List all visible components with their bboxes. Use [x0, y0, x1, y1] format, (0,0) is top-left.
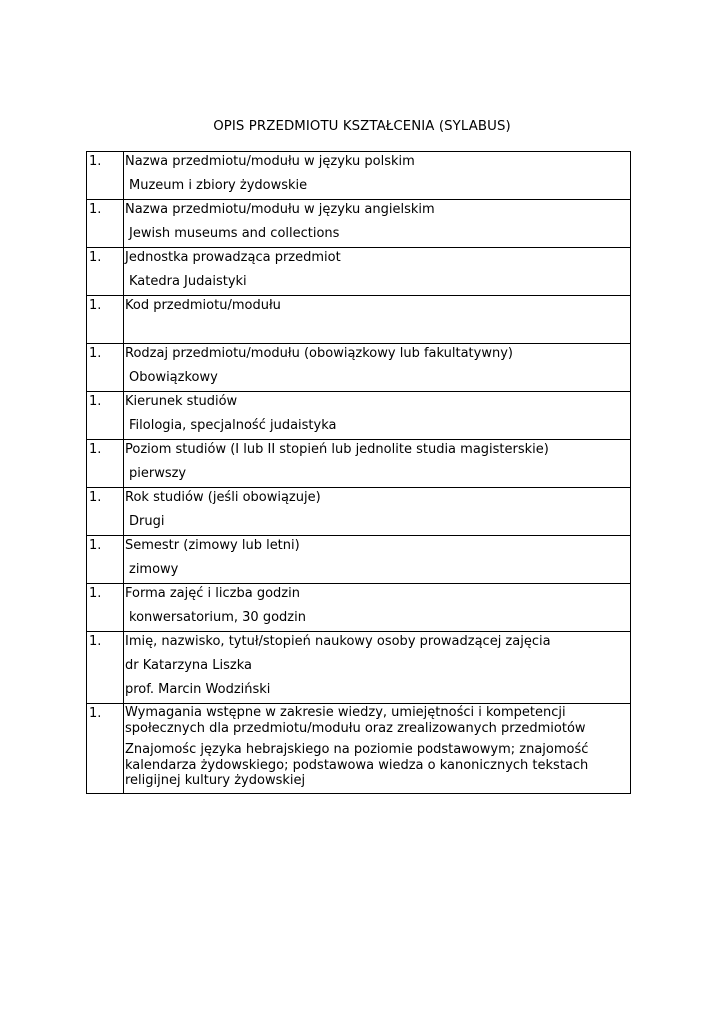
field-label: Nazwa przedmiotu/modułu w języku polskim: [125, 154, 415, 169]
row-content: [124, 296, 631, 344]
row-number: 1.: [87, 392, 124, 440]
row-content: [124, 200, 631, 248]
field-label: Semestr (zimowy lub letni): [125, 538, 300, 553]
field-value: Katedra Judaistyki: [129, 274, 247, 289]
field-value: Znajomośc języka hebrajskiego na poziomie podstawowym; znajomość kalendarza żydowskiego; podstawowa wiedza o kanonicznych tekstach religijnej kultury żydowskiej: [125, 742, 589, 788]
field-value: Muzeum i zbiory żydowskie: [129, 178, 308, 193]
table-row: [87, 200, 631, 248]
row-content: [124, 392, 631, 440]
instructor-name: dr Katarzyna Liszka: [125, 658, 252, 673]
row-number: 1.: [87, 704, 124, 794]
field-value: Drugi: [129, 514, 165, 529]
field-label: Forma zajęć i liczba godzin: [125, 586, 300, 601]
table-row: [87, 152, 631, 200]
field-value: konwersatorium, 30 godzin: [129, 610, 306, 625]
instructor-name: prof. Marcin Wodziński: [125, 682, 271, 697]
table-row: [87, 296, 631, 344]
field-label: Rodzaj przedmiotu/modułu (obowiązkowy lub fakultatywny): [125, 346, 513, 361]
row-number: 1.: [87, 200, 124, 248]
field-label: Jednostka prowadząca przedmiot: [125, 250, 341, 265]
field-value: pierwszy: [129, 466, 187, 481]
table-row: [87, 488, 631, 536]
row-number: 1.: [87, 296, 124, 344]
field-value: zimowy: [129, 562, 179, 577]
row-content: [124, 536, 631, 584]
row-number: 1.: [87, 440, 124, 488]
table-row: [87, 632, 631, 704]
table-row: [87, 392, 631, 440]
field-value: Filologia, specjalność judaistyka: [129, 418, 337, 433]
table-row: [87, 704, 631, 794]
field-value: Jewish museums and collections: [129, 226, 340, 241]
field-label: Imię, nazwisko, tytuł/stopień naukowy osoby prowadzącej zajęcia: [125, 634, 551, 649]
row-number: 1.: [87, 248, 124, 296]
field-label: Poziom studiów (I lub II stopień lub jednolite studia magisterskie): [125, 442, 549, 457]
table-row: [87, 536, 631, 584]
table-row: [87, 344, 631, 392]
table-row: [87, 584, 631, 632]
row-number: 1.: [87, 632, 124, 704]
row-number: 1.: [87, 584, 124, 632]
row-content: [124, 584, 631, 632]
row-content: [124, 488, 631, 536]
row-content: [124, 248, 631, 296]
table-row: [87, 440, 631, 488]
field-label: Kierunek studiów: [125, 394, 238, 409]
field-label: Wymagania wstępne w zakresie wiedzy, umiejętności i kompetencji społecznych dla przedmiotu/modułu oraz zrealizowanych przedmiotów: [125, 705, 586, 736]
row-content: [124, 704, 631, 794]
row-number: 1.: [87, 152, 124, 200]
row-number: 1.: [87, 488, 124, 536]
row-number: 1.: [87, 344, 124, 392]
field-label: Nazwa przedmiotu/modułu w języku angielskim: [125, 202, 435, 217]
field-value: Obowiązkowy: [129, 370, 218, 385]
field-label: Rok studiów (jeśli obowiązuje): [125, 490, 321, 505]
row-content: [124, 344, 631, 392]
row-content: [124, 632, 631, 704]
syllabus-table: [86, 151, 631, 794]
row-content: [124, 440, 631, 488]
table-row: [87, 248, 631, 296]
row-content: [124, 152, 631, 200]
page-title: OPIS PRZEDMIOTU KSZTAŁCENIA (SYLABUS): [213, 119, 511, 134]
row-number: 1.: [87, 536, 124, 584]
field-label: Kod przedmiotu/modułu: [125, 298, 281, 313]
